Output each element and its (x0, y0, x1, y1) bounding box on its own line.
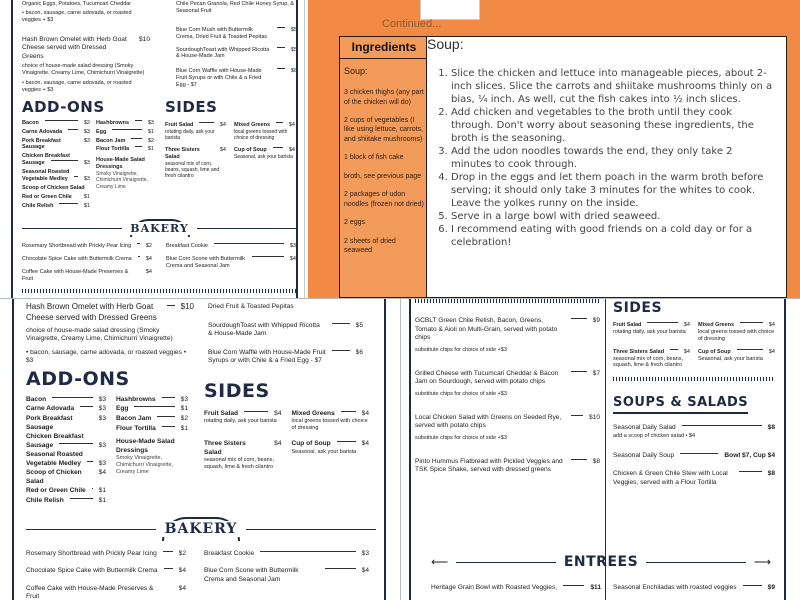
entrees-title: ENTREES (563, 554, 639, 570)
divider (613, 377, 775, 381)
instruction-step: 4. Drop in the eggs and let them poach in the warm broth before serving; it should only take 3 minutes for the whites to cook. Leave the yolkes runny on the inside. (451, 171, 776, 210)
menu-item-text: Blue Corn Mush with Buttermilk Crema, Dried Fruit & Toasted Pepitas (176, 26, 268, 40)
menu-item-note: • bacon, sausage, carne adovada, or roasted veggies • $3 (26, 348, 187, 365)
bakery-item: Chocolate Spice Cake with Buttermilk Crema $4 (22, 256, 152, 263)
addon-item: Sausage $3 (22, 160, 90, 167)
soup-item: Seasonal Daily Salad $8 add a scoop of chicken salad • $4 (613, 424, 775, 439)
addon-item: Pork Breakfast Sausage $3 (22, 137, 90, 151)
instructions-title: Soup: (427, 36, 464, 52)
menu-item-price: $8 (592, 457, 600, 465)
addon-item: Bacon $3 (26, 395, 106, 403)
addon-item: Flour Tortilla $1 (96, 146, 154, 153)
addon-item: Red or Green Chile $1 (22, 193, 90, 200)
menu-item-text: Hash Brown Omelet with Herb Goat Cheese served with Dressed Greens (26, 302, 157, 322)
menu-content (22, 0, 297, 298)
menu-item-price: $10 (588, 413, 600, 421)
page-border-left (12, 299, 14, 600)
instruction-step: 2. Add chicken and vegetables to the broth until they cook through. Don't worry about seasoning these ingredients, the broth is the seasoning. (451, 106, 776, 145)
bakery-right-column (166, 243, 296, 283)
addon-item: Vegetable Medley $3 (26, 459, 106, 467)
addon-item: Chile Relish $1 (22, 202, 90, 209)
price-leader (332, 323, 350, 324)
addon-item: Scoop of Chicken Salad $4 (26, 469, 106, 485)
addon-item: Chile Relish $1 (26, 497, 106, 505)
addon-item: Hashbrowns $3 (96, 119, 154, 126)
menu-item (415, 458, 600, 475)
addon-item: House-Made Salad Dressings (96, 157, 145, 171)
sides-block (165, 98, 295, 210)
menu-item-text: Local Chicken Salad with Greens on Seeded Rye, served with potato chips (415, 413, 562, 430)
ingredient-item: 1 block of fish cake (344, 154, 404, 162)
bakery-right-column (204, 550, 369, 600)
ingredient-item: 2 eggs (344, 219, 366, 227)
ingredients-soup-label: Soup: (344, 66, 368, 76)
addons-columns (26, 396, 194, 506)
instructions-list (433, 67, 776, 249)
breakfast-left-column (22, 0, 150, 94)
menu-item-note: choice of house-made salad dressing (Smoky Vinaigrette, Creamy Lime, Chimichurri Vinaigrette) (26, 326, 173, 343)
menu-item: Dried Fruit & Toasted Pepitas (208, 303, 294, 310)
addons-title: ADD-ONS (22, 97, 105, 116)
ingredient-item: broth, see previous page (344, 172, 422, 180)
side-item: Fruit Salad $4 rotating daily, ask your barista (613, 322, 690, 335)
sides-block (204, 368, 369, 506)
page-border-left (11, 0, 13, 298)
menu-item (22, 1, 150, 8)
menu-item (415, 414, 600, 442)
menu-item-note: • bacon, sausage, carne adovada, or roasted veggies + $3 (22, 9, 132, 23)
bakery-item: Blue Corn Scone with Buttermilk Crema and Seasonal Jam $4 (166, 256, 296, 270)
addon-item: Flour Tortilla $1 (116, 424, 188, 432)
ingredient-item: 3 chicken thighs (any part of the chicken will do) (344, 89, 424, 106)
addon-item: Carne Adovada $3 (26, 405, 106, 413)
menu-item (415, 370, 600, 398)
right-column (613, 299, 775, 487)
page-border-right (384, 299, 386, 600)
addon-item: Bacon Jam $2 (96, 137, 154, 144)
addon-item: Chicken Breakfast (22, 153, 70, 160)
page-tab (420, 0, 480, 20)
side-item: Mixed Greens $4 local greens tossed with choice of dressing (234, 121, 295, 141)
bakery-badge (22, 217, 297, 239)
bakery-item: Coffee Cake with House-Made Preserves & Fruit $4 (26, 584, 186, 600)
bakery-title: BAKERY (124, 222, 194, 235)
menu-item-price: $10 (139, 35, 151, 43)
menu-item-price: $9 (592, 317, 600, 324)
addon-item: Chicken Breakfast (26, 433, 84, 441)
arrow-left-icon: ⟵ (431, 555, 449, 569)
bakery-item: Chocolate Spice Cake with Buttermilk Crema $4 (26, 567, 186, 575)
addon-item: Red or Green Chile $1 (26, 487, 106, 495)
instruction-step: 5. Serve in a large bowl with dried seaweed. (451, 210, 776, 223)
menu-item-price: $10 (180, 302, 194, 311)
breakfast-section (26, 299, 376, 366)
addon-item: Seasonal Roasted (26, 451, 83, 459)
addon-item: Egg $1 (116, 405, 188, 413)
menu-item-text: Blue Corn Waffle with House-Made Fruit Syrups or with Chile & a Fried Egg - $7 (176, 68, 262, 88)
addon-item: Bacon $2 (22, 119, 90, 126)
ingredient-item: 2 cups of vegetables (I like using lettuce, carrots, and shiitake mushrooms) (344, 117, 423, 143)
bakery-items (26, 550, 376, 600)
menu-item (176, 68, 297, 89)
sandwiches-column (415, 299, 600, 475)
menu-item: Chile Pecan Granola, Red Chile Honey Syrup, & Seasonal Fruit (176, 1, 295, 14)
breakfast-right-column (176, 0, 297, 94)
bakery-left-column (22, 243, 152, 283)
addon-item: Carne Adovada $3 (22, 128, 90, 135)
divider (22, 289, 297, 293)
bakery-badge (26, 514, 376, 544)
soups-salads-title: SOUPS & SALADS (613, 395, 748, 414)
ingredients-list (340, 59, 428, 268)
bakery-left-column (26, 550, 186, 600)
menu-item-price: $5 (290, 46, 297, 53)
addons-title: ADD-ONS (26, 367, 130, 390)
price-leader (332, 350, 350, 351)
addon-item: Pork Breakfast Sausage $3 (26, 414, 106, 431)
price-leader (167, 305, 175, 306)
entrees-heading (431, 554, 771, 570)
addon-item: Scoop of Chicken Salad (22, 184, 85, 191)
continued-label: Continued... (382, 18, 442, 30)
instruction-step: 3. Add the udon noodles towards the end, they only take 2 minutes to cook through. (451, 145, 776, 171)
menu-page-top-left (0, 0, 305, 298)
addon-item: Egg $1 (96, 128, 154, 135)
side-item: Cup of Soup $4 Seasonal, ask your barista (234, 147, 295, 161)
menu-item-price: $5 (355, 321, 363, 329)
sides-title: SIDES (165, 97, 218, 116)
breakfast-section (22, 0, 297, 94)
ingredient-item: 2 sheets of dried seaweed (344, 237, 396, 254)
menu-item (208, 322, 363, 339)
addon-item: Sausage $3 (26, 441, 106, 449)
menu-item (176, 47, 297, 61)
addon-item: Vegetable Medley $3 (22, 175, 90, 182)
bakery-item: Coffee Cake with House-Made Preserves & Fruit $4 (22, 269, 152, 283)
addons-sides-section (26, 368, 376, 506)
addon-note: Smoky Vinaigrette, Chimichurri Vinaigrette, Creamy Lime (116, 455, 174, 475)
menu-item-price: $6 (355, 348, 363, 356)
bakery-items (22, 243, 297, 283)
soup-item: Chicken & Green Chile Stew with Local Veggies, served with a Flour Tortilla $8 (613, 470, 775, 486)
menu-item-note: choice of house-made salad dressing (Smoky Vinaigrette, Creamy Lime, Chimichurri Vinaigrette) (22, 63, 145, 77)
addon-item: Bacon Jam $2 (116, 414, 188, 422)
menu-item (415, 317, 600, 354)
bakery-item: Rosemary Shortbread with Prickly Pear Icing $2 (22, 243, 152, 250)
menu-item (22, 36, 150, 62)
instruction-step: 6. I recommend eating with good friends on a cold day or for a celebration! (451, 223, 776, 249)
breakfast-left-column (26, 299, 194, 366)
menu-item-note: • bacon, sausage, carne adovada, or roasted veggies + $3 (22, 80, 132, 93)
instruction-step: 1. Slice the chicken and lettuce into manageable pieces, about 2-inch slices. Slice the carrots and shiitake mushrooms thinly on a bias, ¼ inch. As well, cut the fish cakes into ½ inch slices. (451, 67, 776, 106)
price-leader (277, 27, 285, 28)
price-leader (277, 68, 285, 69)
menu-item-note: substitute chips for choice of side +$3 (415, 390, 507, 397)
menu-item-text: SourdoughToast with Whipped Ricotta & House-Made Jam (176, 46, 270, 60)
menu-item-text: Grilled Cheese with Tucumcari Cheddar & Bacon Jam on Sourdough, served with potato chips (415, 369, 559, 386)
entree-item: Heritage Grain Bowl with Roasted Veggies, $11 (431, 584, 601, 591)
page-border-right (784, 299, 786, 600)
side-item: Three Sisters Salad $4 seasonal mix of corn, beans, squash, lime & fresh cilantro (613, 348, 690, 369)
side-item: Fruit Salad $4 rotating daily, ask your barista (165, 121, 226, 141)
sides-title: SIDES (204, 379, 270, 402)
menu-page-bottom-right (400, 298, 800, 600)
bakery-title: BAKERY (159, 521, 244, 537)
bakery-item: Breakfast Cookie $3 (166, 243, 296, 250)
menu-item-price: $6 (290, 68, 297, 75)
addons-col-1 (22, 120, 90, 210)
menu-item-price: $5 (290, 26, 297, 33)
side-item: Three Sisters Salad $4 seasonal mix of corn, beans, squash, lime and fresh cilantro (165, 147, 226, 180)
menu-item-text: GCBLT Green Chile Relish, Bacon, Greens, Tomato & Aioli on Multi-Grain, served with potato chips (415, 317, 558, 342)
menu-item-note: substitute chips for choice of side +$3 (415, 434, 507, 441)
side-item: Mixed Greens $4 local greens tossed with choice of dressing (698, 322, 775, 342)
menu-item-text: Pinto Hummus Flatbread with Pickled Veggies and TSK Spice Shake, served with dressed greens (415, 457, 563, 474)
menu-item-text: Hash Brown Omelet with Herb Goat Cheese served with Dressed Greens (22, 35, 127, 60)
arrow-right-icon: ⟶ (753, 555, 772, 569)
bakery-item: Rosemary Shortbread with Prickly Pear Icing $2 (26, 549, 186, 557)
instructions-box (426, 36, 787, 298)
menu-page-bottom-left (0, 298, 400, 600)
addons-block (26, 368, 194, 506)
ingredients-title: Ingredients (340, 37, 428, 59)
addons-col-1 (26, 396, 106, 506)
menu-item-note: substitute chips for choice of side +$3 (415, 346, 507, 353)
addons-columns (22, 120, 155, 210)
menu-item (176, 27, 297, 41)
menu-item-text: SourdoughToast with Whipped Ricotta & House-Made Jam (208, 321, 320, 338)
side-item: Three Sisters Salad $4 seasonal mix of corn, beans, squash, lime & fresh cilantro (204, 440, 282, 471)
addon-item: House-Made Salad Dressings (116, 438, 175, 454)
divider (415, 299, 600, 303)
sides-title: SIDES (613, 300, 663, 316)
menu-content (26, 299, 376, 600)
addon-item: Hashbrowns $3 (116, 395, 188, 403)
addons-block (22, 98, 155, 210)
addons-col-2 (116, 396, 188, 506)
bakery-item: Breakfast Cookie $3 (204, 549, 369, 557)
soup-item: Seasonal Daily Soup Bowl $7, Cup $4 (613, 451, 775, 459)
recipe-page (308, 0, 800, 298)
menu-item-price: $7 (592, 369, 600, 377)
sides-grid (204, 410, 369, 471)
sides-grid (165, 122, 295, 180)
side-item: Fruit Salad $4 rotating daily, ask your barista (204, 409, 282, 425)
side-item: Cup of Soup $4 Seasonal, ask your barista (698, 348, 775, 362)
addon-item: Seasonal Roasted (22, 169, 70, 176)
page-border-left (409, 299, 411, 600)
entree-item: Seasonal Enchiladas with roasted veggies $9 (613, 584, 775, 591)
side-item: Cup of Soup $4 Seasonal, ask your barista (291, 440, 369, 455)
side-item: Mixed Greens $4 local greens tossed with choice of dressing (291, 409, 369, 432)
sides-grid (613, 322, 775, 369)
menu-item (26, 302, 194, 324)
addons-sides-section (22, 98, 297, 210)
bakery-item: Blue Corn Scone with Buttermilk Crema and Seasonal Jam $4 (204, 567, 369, 583)
ingredients-box (339, 36, 429, 298)
addons-col-2 (96, 120, 154, 210)
menu-item-text: Organic Eggs, Potatoes, Tucumcari Cheddar (22, 1, 132, 7)
menu-item-text: Blue Corn Waffle with House-Made Fruit Syrups or with Chile & a Fried Egg - $7 (208, 348, 326, 365)
breakfast-right-column (208, 299, 363, 366)
price-leader (277, 47, 285, 48)
addon-note: Smoky Vinaigrette, Chimichurri Vinaigrette, Creamy Lime (96, 171, 148, 190)
menu-item (208, 349, 363, 366)
ingredient-item: 2 packages of udon noodles (frozen not dried) (344, 191, 424, 208)
